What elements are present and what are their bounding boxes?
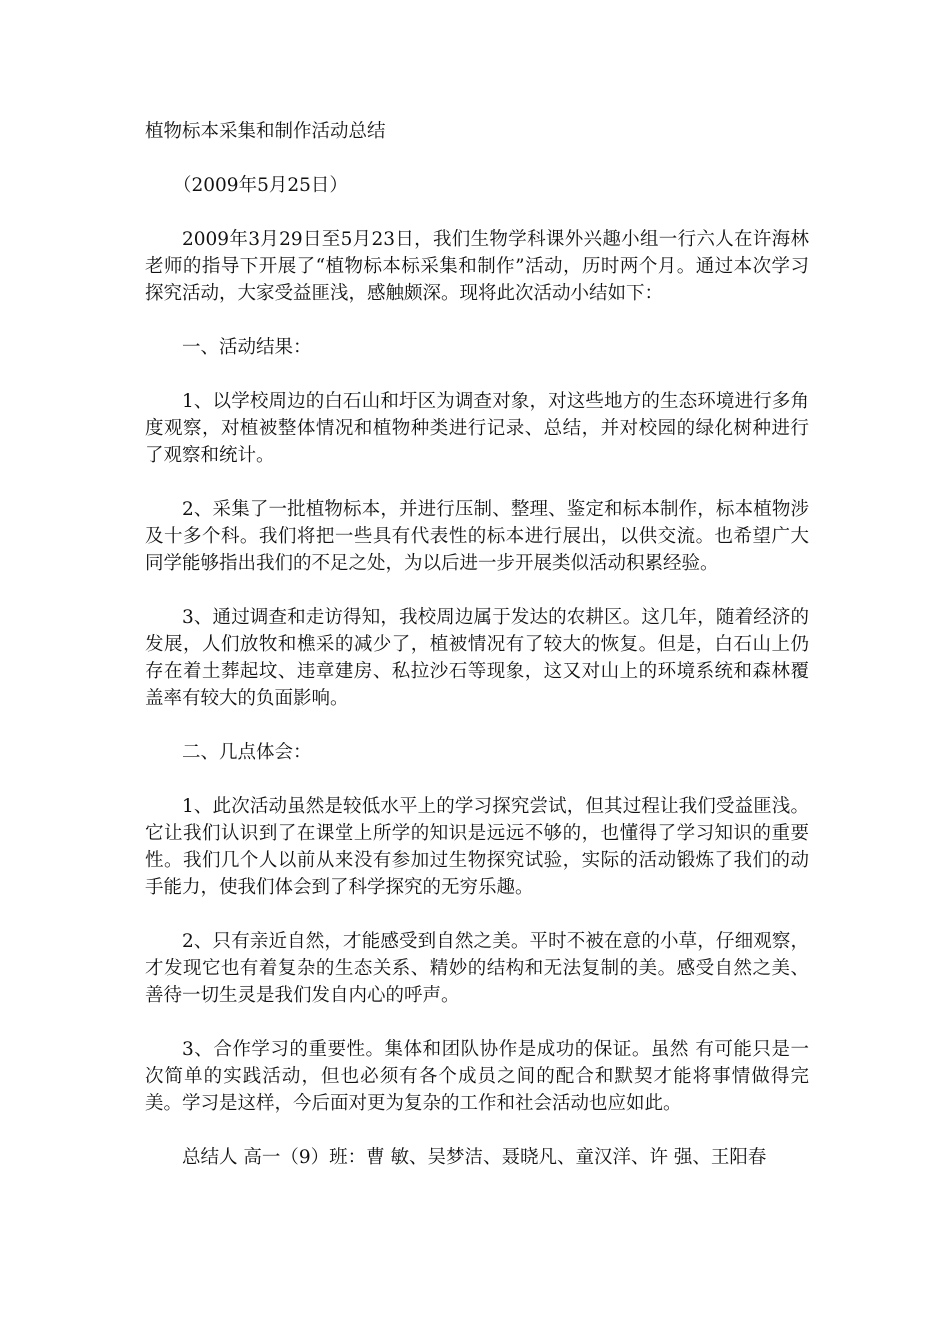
intro-paragraph: 2009年3月29日至5月23日，我们生物学科课外兴趣小组一行六人在许海林老师的指导下开展了“植物标本标采集和制作”活动，历时两个月。通过本次学习探究活动，大家受益匪浅，感触颇深。现将此次活动小结如下： [145, 229, 809, 304]
results-item-3: 3、通过调查和走访得知，我校周边属于发达的农耕区。这几年，随着经济的发展，人们放牧和樵采的减少了，植被情况有了较大的恢复。但是，白石山上仍存在着土葬起坟、违章建房、私拉沙石等现象，这又对山上的环境系统和森林覆盖率有较大的负面影响。 [145, 607, 809, 709]
results-item-1: 1、以学校周边的白石山和圩区为调查对象，对这些地方的生态环境进行多角度观察，对植被整体情况和植物种类进行记录、总结，并对校园的绿化树种进行了观察和统计。 [145, 391, 809, 466]
document-date: （2009年5月25日） [173, 175, 348, 196]
signature-line: 总结人 高一（9）班：曹 敏、吴梦洁、聂晓凡、童汉洋、许 强、王阳春 [182, 1147, 767, 1168]
results-item-2: 2、采集了一批植物标本，并进行压制、整理、鉴定和标本制作，标本植物涉及十多个科。我们将把一些具有代表性的标本进行展出，以供交流。也希望广大同学能够指出我们的不足之处，为以后进一步开展类似活动积累经验。 [145, 499, 809, 574]
reflections-item-2: 2、只有亲近自然，才能感受到自然之美。平时不被在意的小草，仔细观察，才发现它也有着复杂的生态关系、精妙的结构和无法复制的美。感受自然之美、善待一切生灵是我们发自内心的呼声。 [145, 931, 809, 1006]
document-body [145, 118, 809, 1198]
document-title: 植物标本采集和制作活动总结 [145, 121, 386, 142]
section-heading-reflections: 二、几点体会： [182, 742, 312, 763]
reflections-item-1: 1、此次活动虽然是较低水平上的学习探究尝试，但其过程让我们受益匪浅。它让我们认识到了在课堂上所学的知识是远远不够的，也懂得了学习知识的重要性。我们几个人以前从来没有参加过生物探究试验，实际的活动锻炼了我们的动手能力，使我们体会到了科学探究的无穷乐趣。 [145, 796, 809, 898]
reflections-item-3: 3、合作学习的重要性。集体和团队协作是成功的保证。虽然 有可能只是一次简单的实践活动，但也必须有各个成员之间的配合和默契才能将事情做得完美。学习是这样，今后面对更为复杂的工作和社会活动也应如此。 [145, 1039, 809, 1114]
section-heading-results: 一、活动结果： [182, 337, 312, 358]
